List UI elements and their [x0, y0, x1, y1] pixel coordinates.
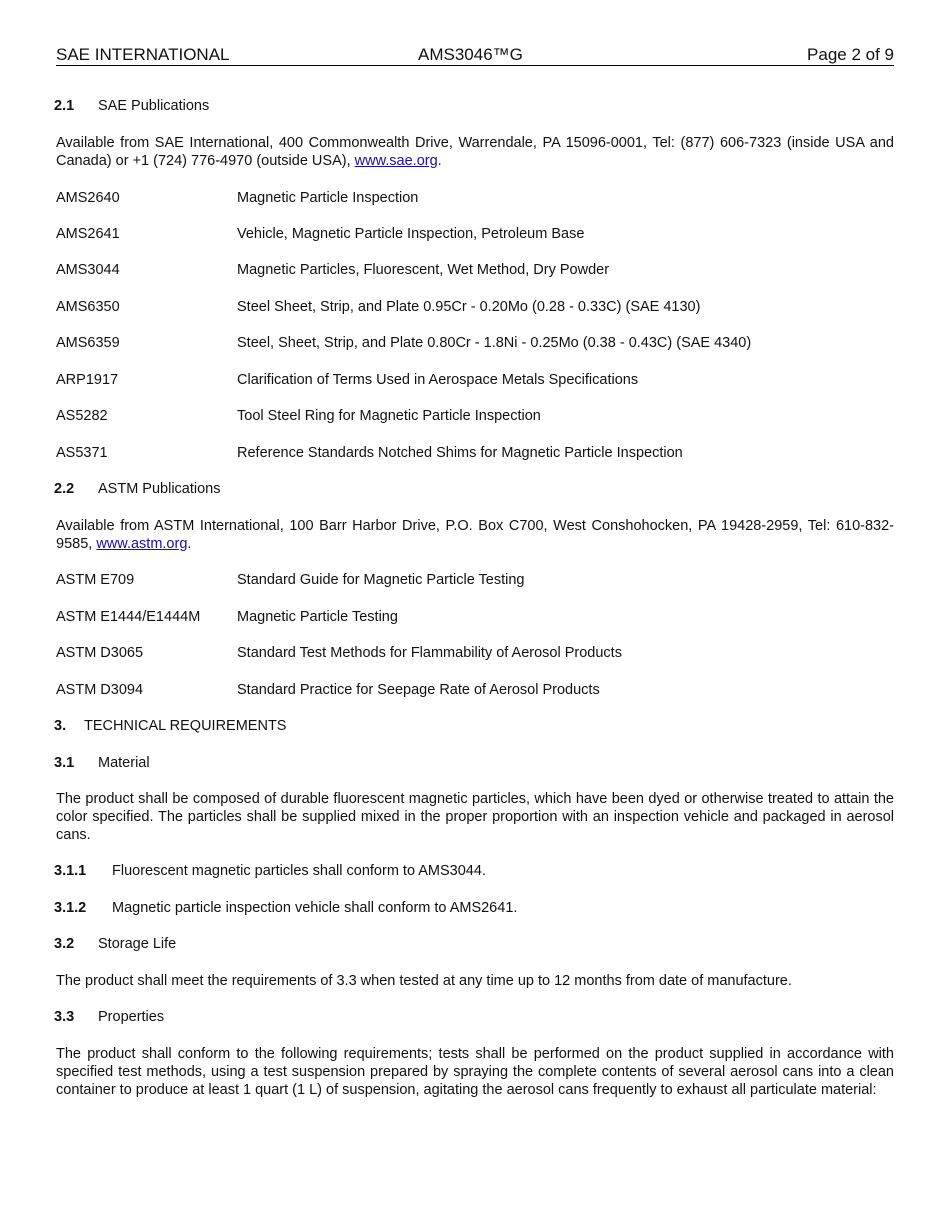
reference-code: AMS6350 — [56, 299, 120, 315]
section-number: 3. — [54, 718, 67, 734]
section-number: 3.2 — [54, 936, 75, 952]
astm-availability: Available from ASTM International, 100 Barr Harbor Drive, P.O. Box C700, West Conshohocken, PA 19428-2959, Tel: 610-832-9585, www.astm.org. — [56, 518, 894, 552]
reference-title: Vehicle, Magnetic Particle Inspection, Petroleum Base — [237, 226, 585, 242]
reference-code: ASTM E709 — [56, 572, 135, 588]
section-2-2-heading — [54, 480, 221, 498]
header-page-number: Page 2 of 9 — [807, 45, 894, 64]
header-org: SAE INTERNATIONAL — [56, 45, 230, 64]
page-header — [56, 44, 894, 66]
reference-title: Magnetic Particle Testing — [237, 609, 398, 625]
section-number: 3.3 — [54, 1009, 75, 1025]
material-paragraph: The product shall be composed of durable fluorescent magnetic particles, which have been dyed or otherwise treated to attain the color specified. The particles shall be supplied mixed in the proper proportion with an inspection vehicle and packaged in aerosol cans. — [56, 791, 894, 843]
reference-title: Reference Standards Notched Shims for Magnetic Particle Inspection — [237, 445, 683, 461]
reference-code: ASTM D3065 — [56, 645, 144, 661]
storage-life-paragraph: The product shall meet the requirements of 3.3 when tested at any time up to 12 months from date of manufacture. — [56, 973, 792, 989]
properties-paragraph: The product shall conform to the following requirements; tests shall be performed on the product supplied in accordance with specified test methods, using a test suspension prepared by spraying the complete contents of several aerosol cans into a clean container to produce at least 1 quart (1 L) of suspension, agitating the aerosol cans frequently to exhaust all particulate material: — [56, 1046, 894, 1098]
reference-title: Standard Guide for Magnetic Particle Testing — [237, 572, 525, 588]
section-3-2-heading — [54, 935, 176, 953]
section-number: 3.1 — [54, 755, 75, 771]
reference-title: Clarification of Terms Used in Aerospace Metals Specifications — [237, 372, 639, 388]
reference-title: Standard Practice for Seepage Rate of Aerosol Products — [237, 682, 600, 698]
reference-title: Tool Steel Ring for Magnetic Particle Inspection — [237, 408, 541, 424]
section-number: 3.1.2 — [54, 900, 87, 916]
reference-title: Magnetic Particles, Fluorescent, Wet Method, Dry Powder — [237, 262, 610, 278]
section-3-heading — [54, 717, 286, 735]
section-text: Fluorescent magnetic particles shall conform to AMS3044. — [112, 863, 486, 879]
section-title: Properties — [98, 1009, 165, 1025]
reference-code: AMS2640 — [56, 190, 120, 206]
header-doc-number: AMS3046™G — [418, 45, 523, 64]
section-text: Magnetic particle inspection vehicle shall conform to AMS2641. — [112, 900, 518, 916]
reference-title: Magnetic Particle Inspection — [237, 190, 419, 206]
reference-title: Standard Test Methods for Flammability of Aerosol Products — [237, 645, 622, 661]
astm-link[interactable]: www.astm.org — [96, 536, 188, 552]
section-number: 2.2 — [54, 481, 75, 497]
reference-title: Steel, Sheet, Strip, and Plate 0.80Cr - 1.8Ni - 0.25Mo (0.38 - 0.43C) (SAE 4340) — [237, 335, 752, 351]
reference-code: ARP1917 — [56, 372, 119, 388]
section-title: TECHNICAL REQUIREMENTS — [84, 718, 287, 734]
section-title: Material — [98, 755, 150, 771]
reference-title: Steel Sheet, Strip, and Plate 0.95Cr - 0.20Mo (0.28 - 0.33C) (SAE 4130) — [237, 299, 701, 315]
section-title: ASTM Publications — [98, 481, 221, 497]
reference-code: ASTM D3094 — [56, 682, 144, 698]
section-number: 3.1.1 — [54, 863, 87, 879]
section-title: Storage Life — [98, 936, 177, 952]
section-3-1-2 — [54, 899, 517, 917]
section-title: SAE Publications — [98, 98, 210, 114]
reference-code: AS5282 — [56, 408, 108, 424]
reference-code: AMS2641 — [56, 226, 120, 242]
sae-availability: Available from SAE International, 400 Commonwealth Drive, Warrendale, PA 15096-0001, Tel: (877) 606-7323 (inside USA and Canada) or +1 (724) 776-4970 (outside USA), www.sae.org. — [56, 135, 894, 169]
section-3-3-heading — [54, 1008, 164, 1026]
section-3-1-heading — [54, 754, 150, 772]
reference-code: AS5371 — [56, 445, 108, 461]
reference-code: AMS6359 — [56, 335, 120, 351]
reference-code: ASTM E1444/E1444M — [56, 609, 201, 625]
section-number: 2.1 — [54, 98, 75, 114]
section-3-1-1 — [54, 862, 486, 880]
section-2-1-heading — [54, 97, 209, 115]
sae-link[interactable]: www.sae.org — [354, 153, 438, 169]
reference-code: AMS3044 — [56, 262, 120, 278]
